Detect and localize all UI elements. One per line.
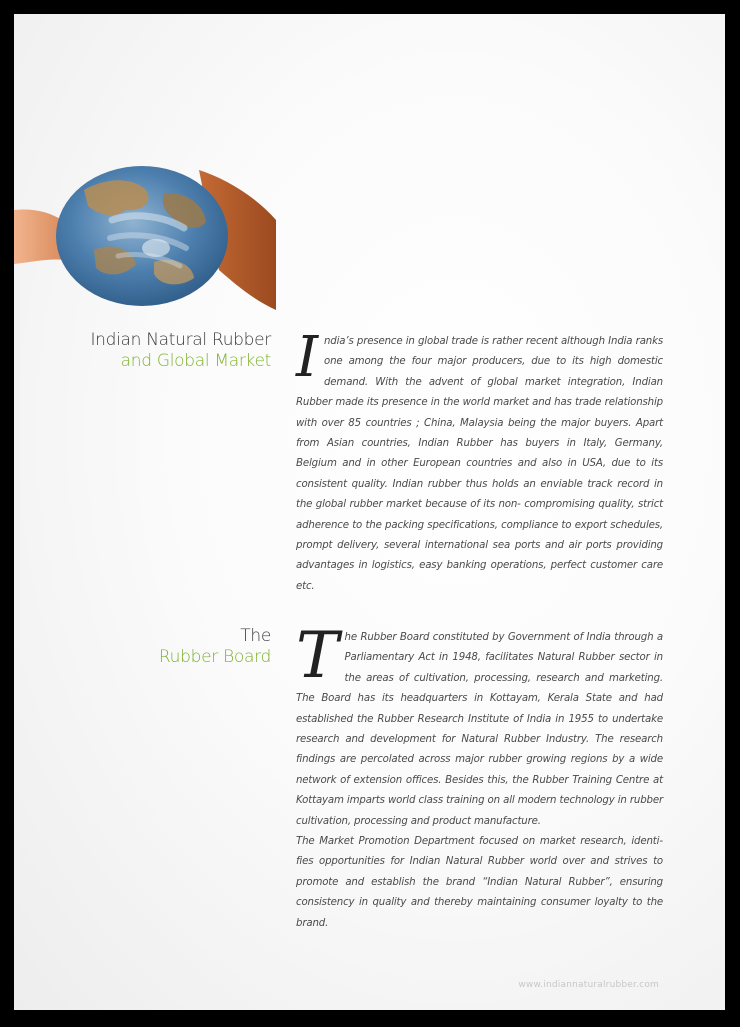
hands-globe-icon — [14, 150, 276, 310]
heading-line-1: The — [240, 626, 271, 646]
paragraph-text: he Rubber Board constituted by Government of India through a Parliamentary Act in 1948, facilitates Natural Rubber sector in the areas of cultivation, processing, research and marketing. The Board has its headquarters in Kottayam, Kerala State and had established the Rubber Research Institute of India in 1955 to undertake research and development for Natural Rubber Industry. The research findings are percolated across major rubber growing regions by a wide network of extension offices. Besides this, the Rubber Training Centre at Kottayam imparts world class training on all modern technology in rubber cultivation, processing and product manufacture. — [296, 632, 663, 827]
drop-cap: T — [296, 619, 339, 693]
heading-line-1: Indian Natural Rubber — [90, 330, 271, 350]
paragraph-text: ndia’s presence in global trade is rather recent although India ranks one among the four major producers, due to its high domestic demand. With the advent of global market integration, Indian Rubber made its presence in the world market and has trade relationship with over 85 countries ; China, Malaysia being the major buyers. Apart from Asian countries, Indian Rubber has buyers in Italy, Germany, Belgium and in other European countries and also in USA, due to its consistent quality. Indian rubber thus holds an enviable track record in the global rubber market because of its non- compromising quality, strict adherence to the packing specifications, compliance to export schedules, prompt delivery, several international sea ports and air ports providing advantages in logistics, easy banking operations, perfect customer care etc. — [296, 336, 663, 592]
brochure-page — [14, 14, 725, 1010]
drop-cap: I — [296, 325, 318, 390]
paragraph-text: The Market Promotion Department focused on market research, identifies opportunities for Indian Natural Rubber world over and strives to promote and establish the brand “Indian Natural Rubber”, ensuring consistency in quality and thereby maintaining consumer loyalty to the brand. — [296, 836, 663, 929]
website-url: www.indiannaturalrubber.com — [518, 980, 659, 990]
heading-line-2: and Global Market — [120, 351, 271, 371]
rubber-board-paragraph — [296, 619, 663, 934]
section-heading-global-market — [90, 330, 271, 372]
global-market-paragraph — [296, 325, 663, 597]
section-heading-rubber-board — [159, 626, 271, 668]
heading-line-2: Rubber Board — [158, 647, 271, 667]
